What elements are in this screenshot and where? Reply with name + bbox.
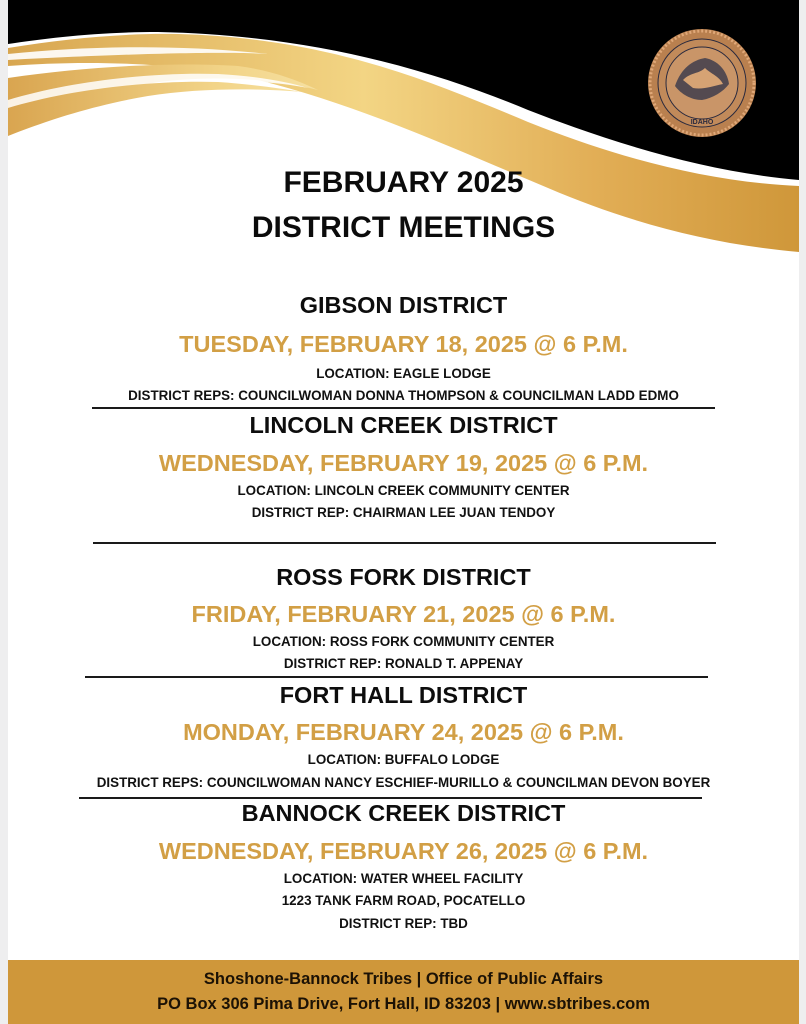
- district-name: FORT HALL DISTRICT: [279, 682, 528, 708]
- footer-organization: Shoshone-Bannock Tribes | Office of Public Affairs: [203, 970, 604, 988]
- footer-band: [8, 960, 799, 1024]
- meeting-address: 1223 TANK FARM ROAD, POCATELLO: [281, 893, 526, 908]
- meeting-date: WEDNESDAY, FEBRUARY 19, 2025 @ 6 P.M.: [158, 450, 649, 476]
- meeting-date: WEDNESDAY, FEBRUARY 26, 2025 @ 6 P.M.: [158, 838, 649, 864]
- section-divider: [79, 797, 702, 799]
- tribal-seal-logo: [647, 28, 757, 138]
- meeting-date: FRIDAY, FEBRUARY 21, 2025 @ 6 P.M.: [191, 601, 616, 627]
- district-reps: DISTRICT REP: RONALD T. APPENAY: [283, 656, 524, 671]
- meeting-location: LOCATION: EAGLE LODGE: [316, 366, 491, 381]
- meeting-location: LOCATION: WATER WHEEL FACILITY: [283, 871, 524, 886]
- section-divider: [93, 542, 716, 544]
- section-divider: [92, 407, 715, 409]
- page-title-line1: FEBRUARY 2025: [283, 166, 524, 199]
- page-title-line2: DISTRICT MEETINGS: [251, 211, 556, 244]
- section-divider: [85, 676, 708, 678]
- meeting-date: MONDAY, FEBRUARY 24, 2025 @ 6 P.M.: [183, 719, 624, 745]
- district-name: BANNOCK CREEK DISTRICT: [241, 800, 566, 826]
- district-reps: DISTRICT REPS: COUNCILWOMAN NANCY ESCHIEF-MURILLO & COUNCILMAN DEVON BOYER: [96, 775, 711, 790]
- footer-address: PO Box 306 Pima Drive, Fort Hall, ID 83203 | www.sbtribes.com: [157, 995, 650, 1013]
- district-name: LINCOLN CREEK DISTRICT: [249, 412, 558, 438]
- meeting-location: LOCATION: ROSS FORK COMMUNITY CENTER: [252, 634, 555, 649]
- district-reps: DISTRICT REPS: COUNCILWOMAN DONNA THOMPSON & COUNCILMAN LADD EDMO: [128, 388, 679, 403]
- meeting-location: LOCATION: BUFFALO LODGE: [307, 752, 500, 767]
- meeting-date: TUESDAY, FEBRUARY 18, 2025 @ 6 P.M.: [179, 331, 628, 357]
- seal-text: IDAHO: [690, 119, 714, 126]
- district-reps: DISTRICT REP: CHAIRMAN LEE JUAN TENDOY: [251, 505, 556, 520]
- flyer-page: [8, 0, 799, 1024]
- district-reps: DISTRICT REP: TBD: [339, 916, 468, 931]
- district-name: GIBSON DISTRICT: [299, 292, 508, 318]
- district-name: ROSS FORK DISTRICT: [276, 564, 531, 590]
- meeting-location: LOCATION: LINCOLN CREEK COMMUNITY CENTER: [237, 483, 570, 498]
